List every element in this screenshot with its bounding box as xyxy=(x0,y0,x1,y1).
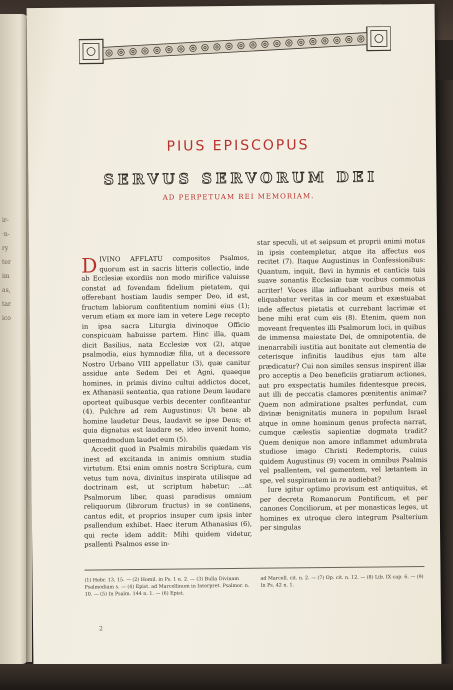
paragraph: star speculi, ut et seipsum et proprii animi motus in ipsis contempletur, atque ita affectus eos recitet (7). Itaque Augustinus in Confessionibus: Quantum, inquit, flevi in hymnis et canticis tuis suave sonantis Ecclesiæ tuæ vocibus commotus acriter! Voces illæ influebant auribus meis et eliquabatur veritas in cor meum et exæstuabat inde affectus pietatis et currebant lacrimæ et bene mihi erat cum eis (8). Etenim, quem non moveant frequentes illi Psalmorum loci, in quibus de immensa maiestate Dei, de omnipotentia, de inenarrabili iustitia aut bonitate aut clementia de ceterisque infinitis laudibus ejus tam alte prædicatur? Cui non similes sensus inspirent illæ pro acceptis a Deo beneficiis gratiarum actiones, aut pro exspectatis humiles fidentesque preces, aut illi de peccatis clamores pœnitentis animæ? Quem non admiratione psaltes perfundat, cum divinæ benignitatis munera in populum Israel atque in omne hominum genus profecta narrat, cumque cælestis sapientiæ dogmata tradit? Quem denique non amore inflammet adumbrata studiose imago Christi Redemptoris, cuius quidem Augustinus (9) vocem in omnibus Psalmis vel psallentem, vel gementem, vel lætantem in spe, vel suspirantem in re audiebat? xyxy=(256,236,428,485)
footnotes-right: ad Marcell. cit. n. 2. — (7) Op. cit. n. 12. — (8) Lib. IX cap. 6. — (9) In Ps. 42 n. 1. xyxy=(260,575,424,589)
margin-fragment: ter xyxy=(2,259,11,266)
signature-mark: 2 xyxy=(99,625,103,633)
text-column-left xyxy=(81,254,252,550)
margin-fragment: ir- xyxy=(2,217,9,224)
margin-fragment: ·n- xyxy=(2,231,10,238)
footnote-rule xyxy=(84,566,424,571)
document-subtitle: SERVUS SERVORUM DEI xyxy=(103,169,379,189)
margin-fragment: tar xyxy=(2,301,11,308)
document-title: PIUS EPISCOPUS xyxy=(166,137,310,155)
drop-cap: D xyxy=(81,253,98,278)
ornamental-header-band xyxy=(79,26,391,75)
margin-fragment: ry xyxy=(2,245,9,252)
margin-fragment: im xyxy=(2,273,10,280)
background-bottom xyxy=(0,664,453,690)
left-page-edge xyxy=(0,14,28,664)
document-formula: AD PERPETUAM REI MEMORIAM. xyxy=(162,192,315,202)
book-page xyxy=(27,4,442,668)
margin-fragment: as, xyxy=(2,287,11,294)
paragraph: Accedit quod in Psalmis mirabilis quædam vis inest ad excitanda in animis omnium studia virtutum. Etsi enim omnis nostra Scriptura, cum vetus tum nova, divinitus inspirata utilisque ad doctrinam est, ut scriptum habetur; ...at Psalmorum liber, quasi paradisus omnium reliquorum (librorum fructus) in se continens, cantus edit, et proprios insuper cum ipsis inter psallendum exhibet. Haec iterum Athanasius (6), qui recte idem addit: Mihi quidem videtur, psallenti Psalmos esse in- xyxy=(83,443,253,549)
paragraph: IVINO AFFLATU compositos Psalmos, quorum est in sacris litteris collectio, inde ab Ecclesiæ exordiis non modo mirifice valuisse constat ad fovendam fidelium pietatem, qui offerebant hostiam laudis semper Deo, id est, fructum labiorum confitentium nomini eius (1); verum etiam ex more iam in vetere Lege recepto in ipsa sacra Liturgia divinoque Officio conspicuam habuisse partem. Hinc illa, quam dicit Basilius, nata Ecclesiæ vox (2), atque psalmodia, eius hymnodiæ filia, ut a decessore Nostro Urbano VIII appellatur (3), quæ canitur assidue ante Sedem Dei et Agni, quaeque homines, in primis divino cultui addictos docet, ex Athanasii sententia, qua ratione Deum laudare oporteat quibusque verbis decenter confiteantur (4). Pulchre ad rem Augustinus: Ut bene ab homine laudetur Deus, laudavit se ipse Deus; et quia dignatus est laudare se, ideo invenit homo, quemadmodum laudet eum (5). xyxy=(81,253,252,445)
margin-fragment: ico xyxy=(2,315,11,322)
footnotes-left: (1) Hebr. 13, 15. — (2) Homil. in Ps. 1 n. 2. — (3) Bulla Divinam Psalmodiam s. — (4) Epist. ad Marcellinum in Interpret. Psalmor. n. 10. — (5) In Psalm. 144 n. 1. — (6) Epist. xyxy=(84,576,250,598)
text-column-right xyxy=(257,237,428,533)
paragraph: Iure igitur optimo provisum est antiquitus, et per decreta Romanorum Pontificum, et per canones Conciliorum, et per monasticas leges, ut homines ex utroque clero integrum Psalterium per singulas xyxy=(259,483,428,532)
